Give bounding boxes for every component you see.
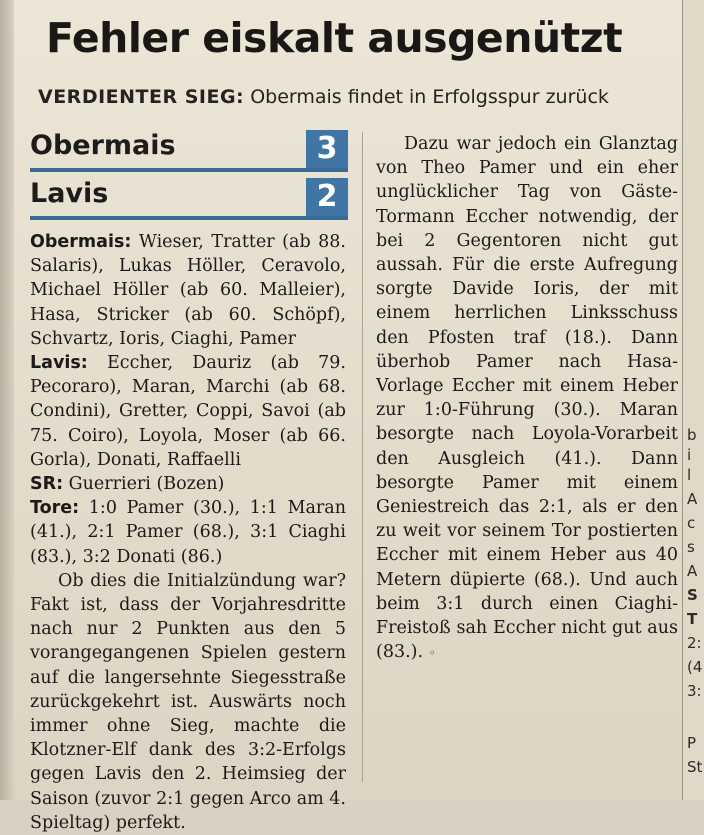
article-paragraph-2 bbox=[376, 132, 678, 665]
adjacent-fragment: b bbox=[687, 426, 697, 444]
adjacent-fragment: A bbox=[687, 490, 698, 508]
home-lineup-text: Wieser, Tratter (ab 88. Salaris), Lukas Höller, Ceravolo, Michael Höller (ab 60. Malleier), Hasa, Stricker (ab 60. Schöpf), Schvartz, Ioris, Ciaghi, Pamer bbox=[30, 232, 346, 349]
adjacent-fragment: c bbox=[687, 514, 696, 532]
goals-text: 1:0 Pamer (30.), 1:1 Maran (41.), 2:1 Pamer (68.), 3:1 Ciaghi (83.), 3:2 Donati (86.) bbox=[30, 498, 346, 567]
adjacent-fragment: St bbox=[687, 758, 703, 776]
goals bbox=[30, 496, 346, 569]
home-team-score: 3 bbox=[306, 130, 348, 168]
article-column-1 bbox=[30, 230, 346, 835]
home-team-name: Obermais bbox=[30, 130, 176, 161]
referee bbox=[30, 472, 346, 496]
referee-text: Guerrieri (Bozen) bbox=[63, 474, 225, 495]
away-lineup-label: Lavis: bbox=[30, 353, 88, 374]
adjacent-fragment: P bbox=[687, 734, 697, 752]
adjacent-fragment: T bbox=[687, 610, 698, 628]
away-lineup bbox=[30, 351, 346, 472]
article-paragraph-1: Ob dies die Initialzündung war? Fakt ist, dass der Vorjahresdritte nach nur 2 Punkten aus den 5 vorangegangenen Spielen gestern auf die langersehnte Siegesstraße zurückgekehrt ist. Auswärts noch immer ohne Sieg, machte die Klotzner-Elf dank des 3:2-Erfolgs gegen Lavis den 2. Heimsieg der Saison (zuvor 2:1 gegen Arco am 4. Spieltag) perfekt. bbox=[30, 570, 346, 833]
away-team-name: Lavis bbox=[30, 178, 109, 209]
subheadline-kicker: VERDIENTER SIEG: bbox=[38, 86, 245, 108]
away-lineup-text: Eccher, Dauriz (ab 79. Pecoraro), Maran, Marchi (ab 68. Condini), Gretter, Coppi, Savoi (ab 75. Coiro), Loyola, Moser (ab 66. Gorla), Donati, Raffaelli bbox=[30, 353, 346, 470]
score-row-home bbox=[30, 130, 348, 172]
adjacent-fragment: i bbox=[687, 446, 692, 464]
adjacent-fragment: (4 bbox=[687, 658, 703, 676]
article-paragraph-2-text: Dazu war jedoch ein Glanztag von Theo Pamer und ein eher unglücklicher Tag von Gäste-Tormann Eccher notwendig, der bei 2 Gegentoren nicht gut aussah. Für die erste Aufregung sorgte Davide Ioris, der mit einem herrlichen Linksschuss den Pfosten traf (18.). Dann überhob Pamer nach Hasa-Vorlage Eccher mit einem Heber zur 1:0-Führung (30.). Maran besorgte nach Loyola-Vorarbeit den Ausgleich (41.). Dann besorgte Pamer mit einem Geniestreich das 2:1, als er den zu weit vor seinem Tor postierten Eccher mit einem Heber aus 40 Metern düpierte (68.). Und auch beim 3:1 durch einen Ciaghi-Freistoß sah Eccher nicht gut aus (83.). bbox=[376, 134, 678, 663]
adjacent-fragment: l bbox=[687, 466, 692, 484]
home-lineup bbox=[30, 230, 346, 351]
headline: Fehler eiskalt ausgenützt bbox=[46, 14, 623, 62]
goals-label: Tore: bbox=[30, 498, 80, 519]
adjacent-fragment: s bbox=[687, 538, 695, 556]
adjacent-fragment: 3: bbox=[687, 682, 702, 700]
column-divider bbox=[362, 132, 363, 782]
article-column-2 bbox=[376, 132, 678, 665]
subheadline bbox=[38, 86, 609, 108]
score-row-away bbox=[30, 178, 348, 220]
page-left-edge bbox=[0, 0, 14, 800]
adjacent-fragment: S bbox=[687, 586, 698, 604]
adjacent-fragment: 2: bbox=[687, 634, 702, 652]
adjacent-article-column bbox=[682, 0, 704, 800]
home-lineup-label: Obermais: bbox=[30, 232, 132, 252]
adjacent-fragment: A bbox=[687, 562, 698, 580]
end-mark: ◦ bbox=[428, 646, 436, 661]
referee-label: SR: bbox=[30, 474, 64, 495]
subheadline-text: Obermais findet in Erfolgsspur zurück bbox=[244, 86, 609, 108]
away-team-score: 2 bbox=[306, 178, 348, 216]
